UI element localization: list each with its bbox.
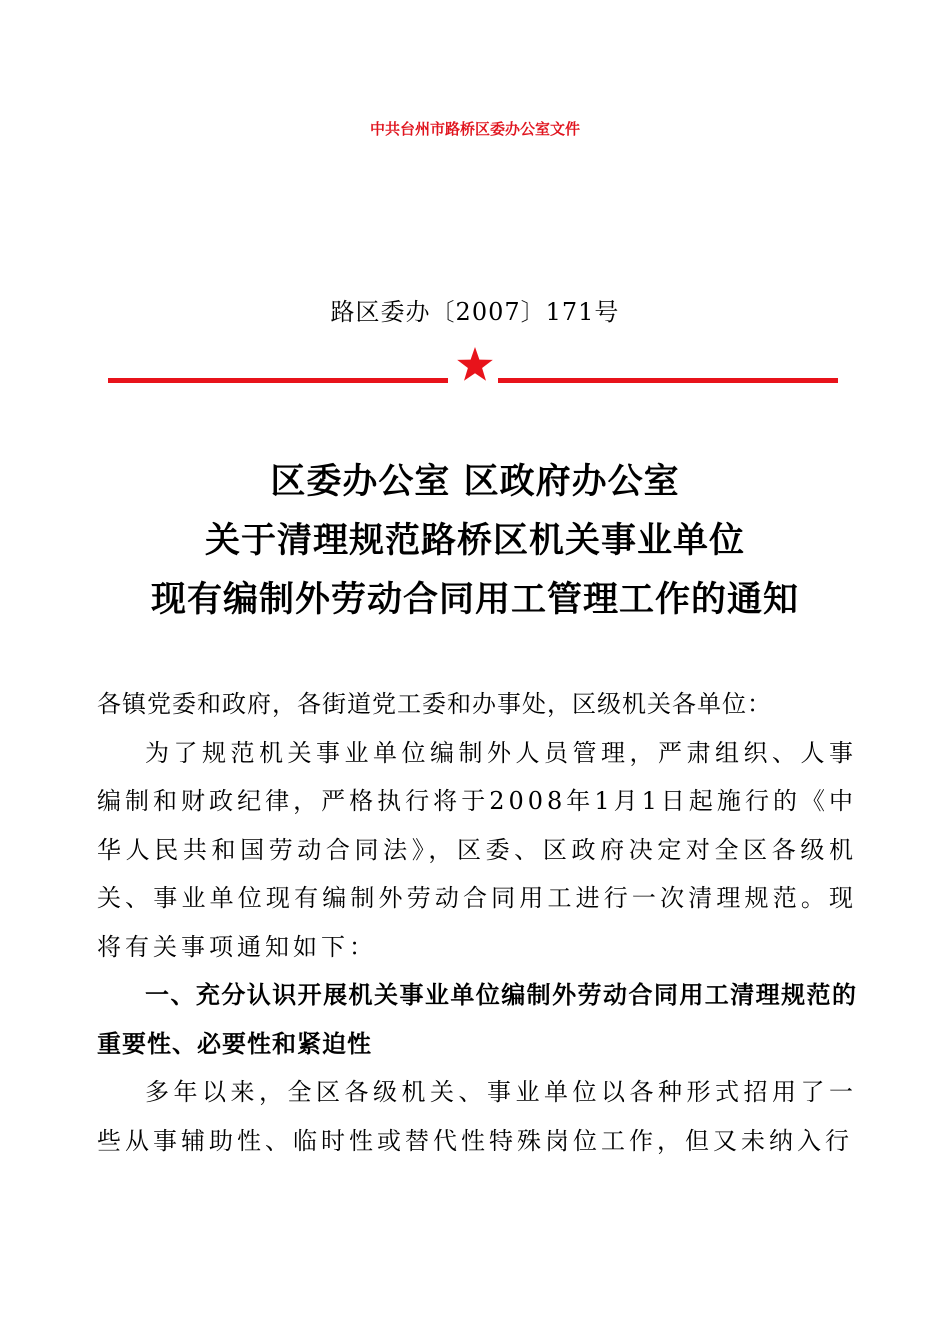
paragraph-section-1: 多年以来，全区各级机关、事业单位以各种形式招用了一些从事辅助性、临时性或替代性特殊岗位工作，但又未纳入行 [97, 1078, 857, 1155]
salutation: 各镇党委和政府，各街道党工委和办事处，区级机关各单位： [97, 690, 772, 718]
document-body [97, 680, 857, 1165]
divider-line-right [498, 378, 838, 383]
document-number: 路区委办〔2007〕171号 [330, 298, 620, 326]
org-header-title: 中共台州市路桥区委办公室文件 [369, 120, 580, 138]
section-heading-1: 一、充分认识开展机关事业单位编制外劳动合同用工清理规范的重要性、必要性和紧迫性 [97, 981, 857, 1058]
document-title [0, 452, 950, 629]
title-line-3: 现有编制外劳动合同用工管理工作的通知 [150, 579, 799, 620]
title-line-2: 关于清理规范路桥区机关事业单位 [204, 520, 745, 561]
divider-line-left [108, 378, 448, 383]
star-icon [456, 346, 494, 384]
red-divider [108, 346, 838, 392]
title-line-1: 区委办公室 区政府办公室 [270, 461, 680, 502]
paragraph-intro: 为了规范机关事业单位编制外人员管理，严肃组织、人事编制和财政纪律，严格执行将于2008年1月1日起施行的《中华人民共和国劳动合同法》，区委、区政府决定对全区各级机关、事业单位现有编制外劳动合同用工进行一次清理规范。现将有关事项通知如下： [97, 738, 857, 961]
